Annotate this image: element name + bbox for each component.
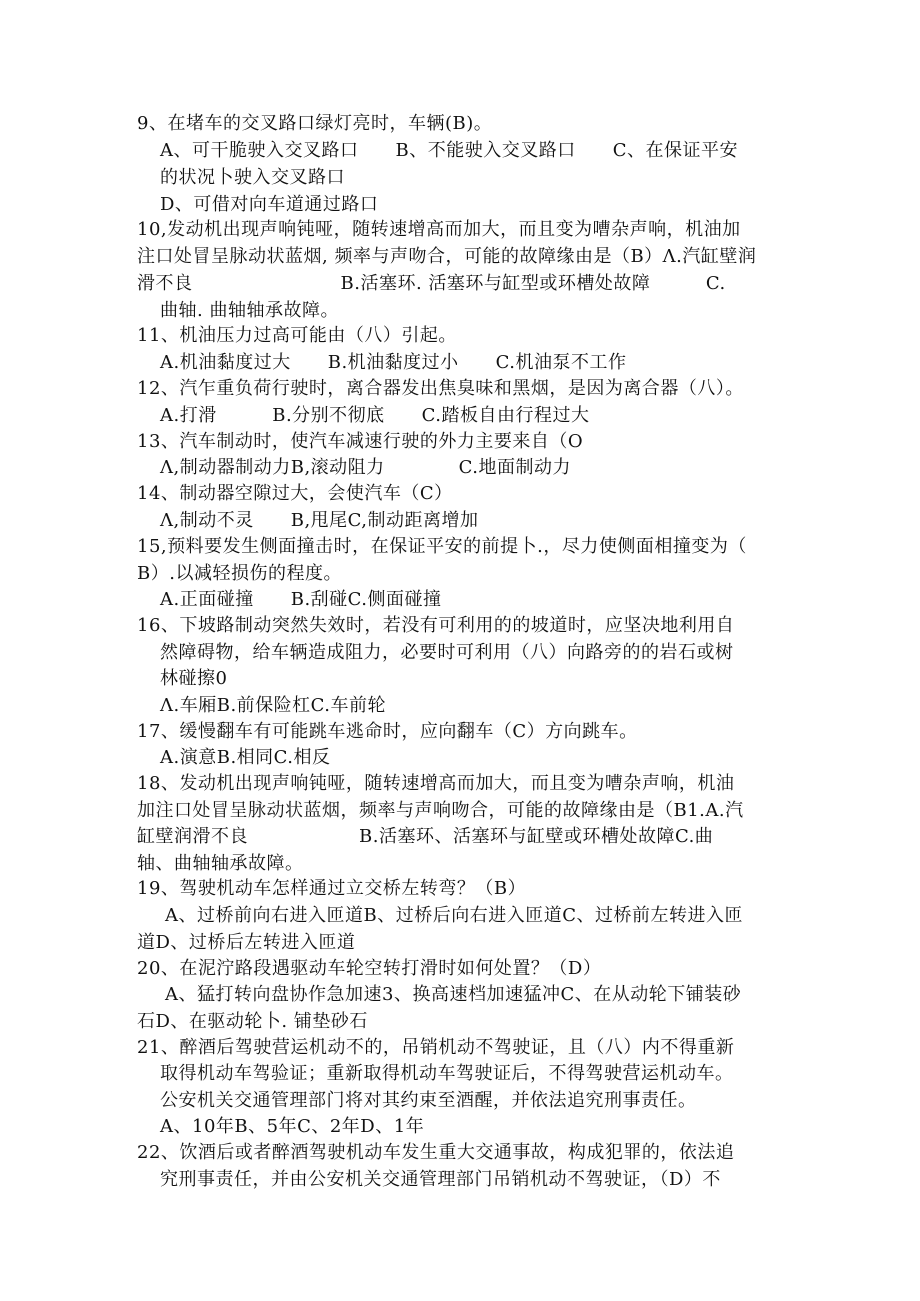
question-21-stem-cont: 取得机动车驾验证；重新取得机动车驾驶证后，不得驾驶营运机动车。 <box>160 1063 734 1084</box>
question-9-options: A、可干脆驶入交叉路口 B、不能驶入交叉路口 C、在保证平安 <box>160 140 738 161</box>
question-12-options: A.打滑 B.分别不彻底 C.踏板自由行程过大 <box>160 405 590 426</box>
question-12-stem: 12、汽乍重负荷行驶时，离合器发出焦臭味和黑烟，是因为离合器（八）。 <box>137 378 744 399</box>
question-11-options: A.机油黏度过大 B.机油黏度过小 C.机油泵不工作 <box>160 352 627 373</box>
question-21-options: A、10年B、5年C、2年D、1年 <box>160 1116 425 1137</box>
question-10-stem: 10,发动机出现声响钝哑，随转速增高而加大，而且变为嘈杂声响，机油加 <box>137 219 741 240</box>
question-10-options: 滑不良 B.活塞环. 活塞环与缸型或环槽处故障 C. <box>137 273 726 294</box>
question-9-stem: 9、在堵车的交叉路口绿灯亮时，车辆(B)。 <box>137 113 493 134</box>
question-17-options: A.演意B.相同C.相反 <box>160 747 331 768</box>
question-11-stem: 11、机油压力过高可能由（八）引起。 <box>137 325 457 346</box>
question-17-stem: 17、缓慢翻车有可能跳车逃命时，应向翻车（C）方向跳车。 <box>137 721 638 742</box>
question-19-options: A、过桥前向右进入匝道B、过桥后向右进入匝道C、过桥前左转进入匝 <box>165 905 743 926</box>
question-22-stem: 22、饮酒后或者醉酒驾驶机动车发生重大交通事故，构成犯罪的，依法追 <box>137 1142 735 1163</box>
question-20-stem: 20、在泥泞路段遇驱动车轮空转打滑时如何处置？（D） <box>137 958 602 979</box>
question-18-options-cont: 轴、曲轴轴承故障。 <box>137 853 304 874</box>
question-16-stem-end: 林碰擦0 <box>160 668 228 689</box>
question-14-stem: 14、制动器空隙过大，会使汽车（C） <box>137 483 453 504</box>
question-13-options: Λ,制动器制动力B,滚动阻力 C.地面制动力 <box>160 457 572 478</box>
question-15-options: A.正面碰撞 B.刮碰C.侧面碰撞 <box>160 589 442 610</box>
question-18-options: 缸壁润滑不良 B.活塞环、活塞环与缸壁或环槽处故障C.曲 <box>137 826 714 847</box>
question-9-option-d: D、可借对向车道通过路口 <box>160 194 379 215</box>
question-21-stem-end: 公安机关交通管理部门将对其约束至酒醒，并依法追究刑事责任。 <box>160 1090 697 1111</box>
question-16-options: Λ.车厢B.前保险杠C.车前轮 <box>160 695 387 716</box>
question-14-options: Λ,制动不灵 B,甩尾C,制动距离增加 <box>160 510 479 531</box>
question-21-stem: 21、醉酒后驾驶营运机动不的，吊销机动不驾驶证，且（八）内不得重新 <box>137 1037 735 1058</box>
question-20-options: A、猛打转向盘协作急加速3、换高速档加速猛冲C、在从动轮下铺装砂 <box>165 984 742 1005</box>
question-13-stem: 13、汽车制动时，使汽车减速行驶的外力主要来自（O <box>137 431 584 452</box>
question-15-stem: 15,预料要发生侧面撞击时，在保证平安的前提卜.，尽力使侧面相撞变为（ <box>137 536 747 557</box>
question-15-stem-cont: B）.以减轻损伤的程度。 <box>137 563 342 584</box>
question-18-stem: 18、发动机出现声响钝哑，随转速增高而加大，而且变为嘈杂声响，机油 <box>137 773 735 794</box>
question-16-stem: 16、下坡路制动突然失效时，若没有可利用的的坡道时，应坚决地利用自 <box>137 615 735 636</box>
question-16-stem-cont: 然障碍物，给车辆造成阻力，必要时可利用（八）向路旁的的岩石或树 <box>160 642 734 663</box>
question-10-stem-cont: 注口处冒呈脉动状蓝烟, 频率与声吻合，可能的故障缘由是（B）Λ.汽缸壁润 <box>137 246 757 267</box>
question-20-options-cont: 石D、在驱动轮卜. 铺垫砂石 <box>137 1011 368 1032</box>
question-22-stem-cont: 究刑事责任，并由公安机关交通管理部门吊销机动不驾驶证，（D）不 <box>160 1169 721 1190</box>
question-19-stem: 19、驾驶机动车怎样通过立交桥左转弯？（B） <box>137 878 527 899</box>
question-9-options-cont: 的状况卜驶入交叉路口 <box>160 167 345 188</box>
question-10-options-cont: 曲轴. 曲轴轴承故障。 <box>160 300 339 321</box>
question-19-options-cont: 道D、过桥后左转进入匝道 <box>137 932 356 953</box>
question-18-stem-cont: 加注口处冒呈脉动状蓝烟，频率与声响吻合，可能的故障缘由是（B1.A.汽 <box>137 800 744 821</box>
